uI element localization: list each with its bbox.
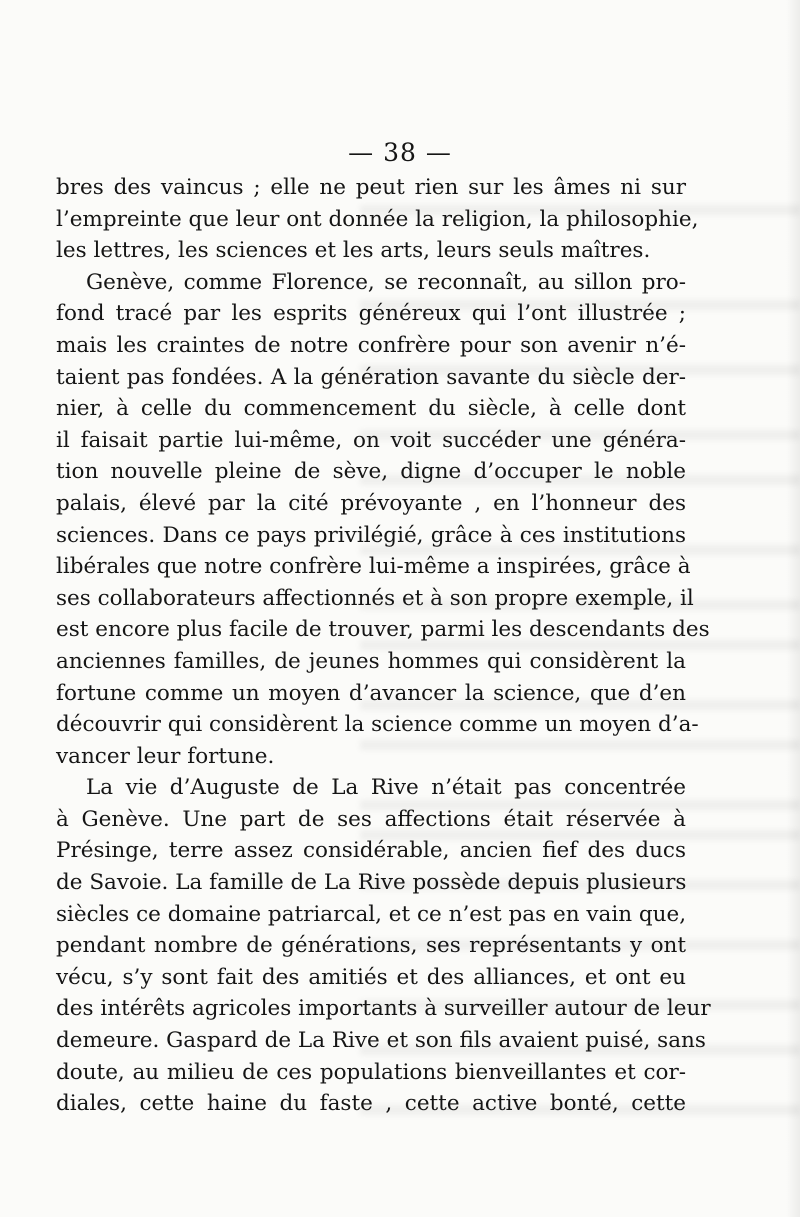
text-line: l’empreinte que leur ont donnée la religion, la philosophie,	[56, 206, 699, 232]
text-line: doute, au milieu de ces populations bienveillantes et cor-	[56, 1059, 686, 1085]
text-line: anciennes familles, de jeunes hommes qui considèrent la	[56, 648, 686, 674]
text-line: diales, cette haine du faste , cette active bonté, cette	[56, 1091, 686, 1117]
text-line: siècles ce domaine patriarcal, et ce n’est pas en vain que,	[56, 901, 687, 927]
text-line: Présinge, terre assez considérable, ancien fief des ducs	[56, 838, 686, 864]
text-line: les lettres, les sciences et les arts, leurs seuls maîtres.	[56, 238, 651, 264]
text-line: tion nouvelle pleine de sève, digne d’occuper le noble	[56, 459, 686, 485]
text-line: demeure. Gaspard de La Rive et son fils avaient puisé, sans	[56, 1028, 706, 1054]
body-text	[56, 172, 711, 1120]
text-line: ses collaborateurs affectionnés et à son propre exemple, il	[56, 585, 694, 611]
text-line: bres des vaincus ; elle ne peut rien sur les âmes ni sur	[56, 175, 686, 200]
text-line: La vie d’Auguste de La Rive n’était pas concentrée	[86, 775, 686, 801]
text-line: vécu, s’y sont fait des amitiés et des alliances, et ont eu	[56, 964, 686, 990]
text-line: pendant nombre de générations, ses représentants y ont	[56, 933, 686, 959]
text-line: fond tracé par les esprits généreux qui l’ont illustrée ;	[56, 301, 686, 327]
text-line: mais les craintes de notre confrère pour son avenir n’é-	[56, 332, 686, 358]
text-line: sciences. Dans ce pays privilégié, grâce à ces institutions	[56, 522, 686, 548]
text-line: taient pas fondées. A la génération savante du siècle der-	[56, 364, 686, 390]
text-line: palais, élevé par la cité prévoyante , en l’honneur des	[56, 490, 686, 516]
page-number: — 38 —	[348, 138, 452, 167]
text-line: vancer leur fortune.	[56, 743, 275, 769]
text-line: des intérêts agricoles importants à surveiller autour de leur	[56, 996, 711, 1022]
text-line: de Savoie. La famille de La Rive possède depuis plusieurs	[56, 870, 687, 896]
text-line: est encore plus facile de trouver, parmi les descendants des	[56, 617, 710, 643]
text-line: découvrir qui considèrent la science comme un moyen d’a-	[56, 712, 699, 738]
text-line: libérales que notre confrère lui-même a inspirées, grâce à	[56, 554, 691, 580]
page-edge-shadow	[786, 0, 800, 1217]
text-line: il faisait partie lui-même, on voit succéder une généra-	[56, 427, 686, 453]
text-line: fortune comme un moyen d’avancer la science, que d’en	[56, 680, 686, 706]
text-line: nier, à celle du commencement du siècle, à celle dont	[56, 396, 686, 422]
text-line: Genève, comme Florence, se reconnaît, au sillon pro-	[86, 269, 686, 295]
text-line: à Genève. Une part de ses affections était réservée à	[56, 806, 686, 832]
